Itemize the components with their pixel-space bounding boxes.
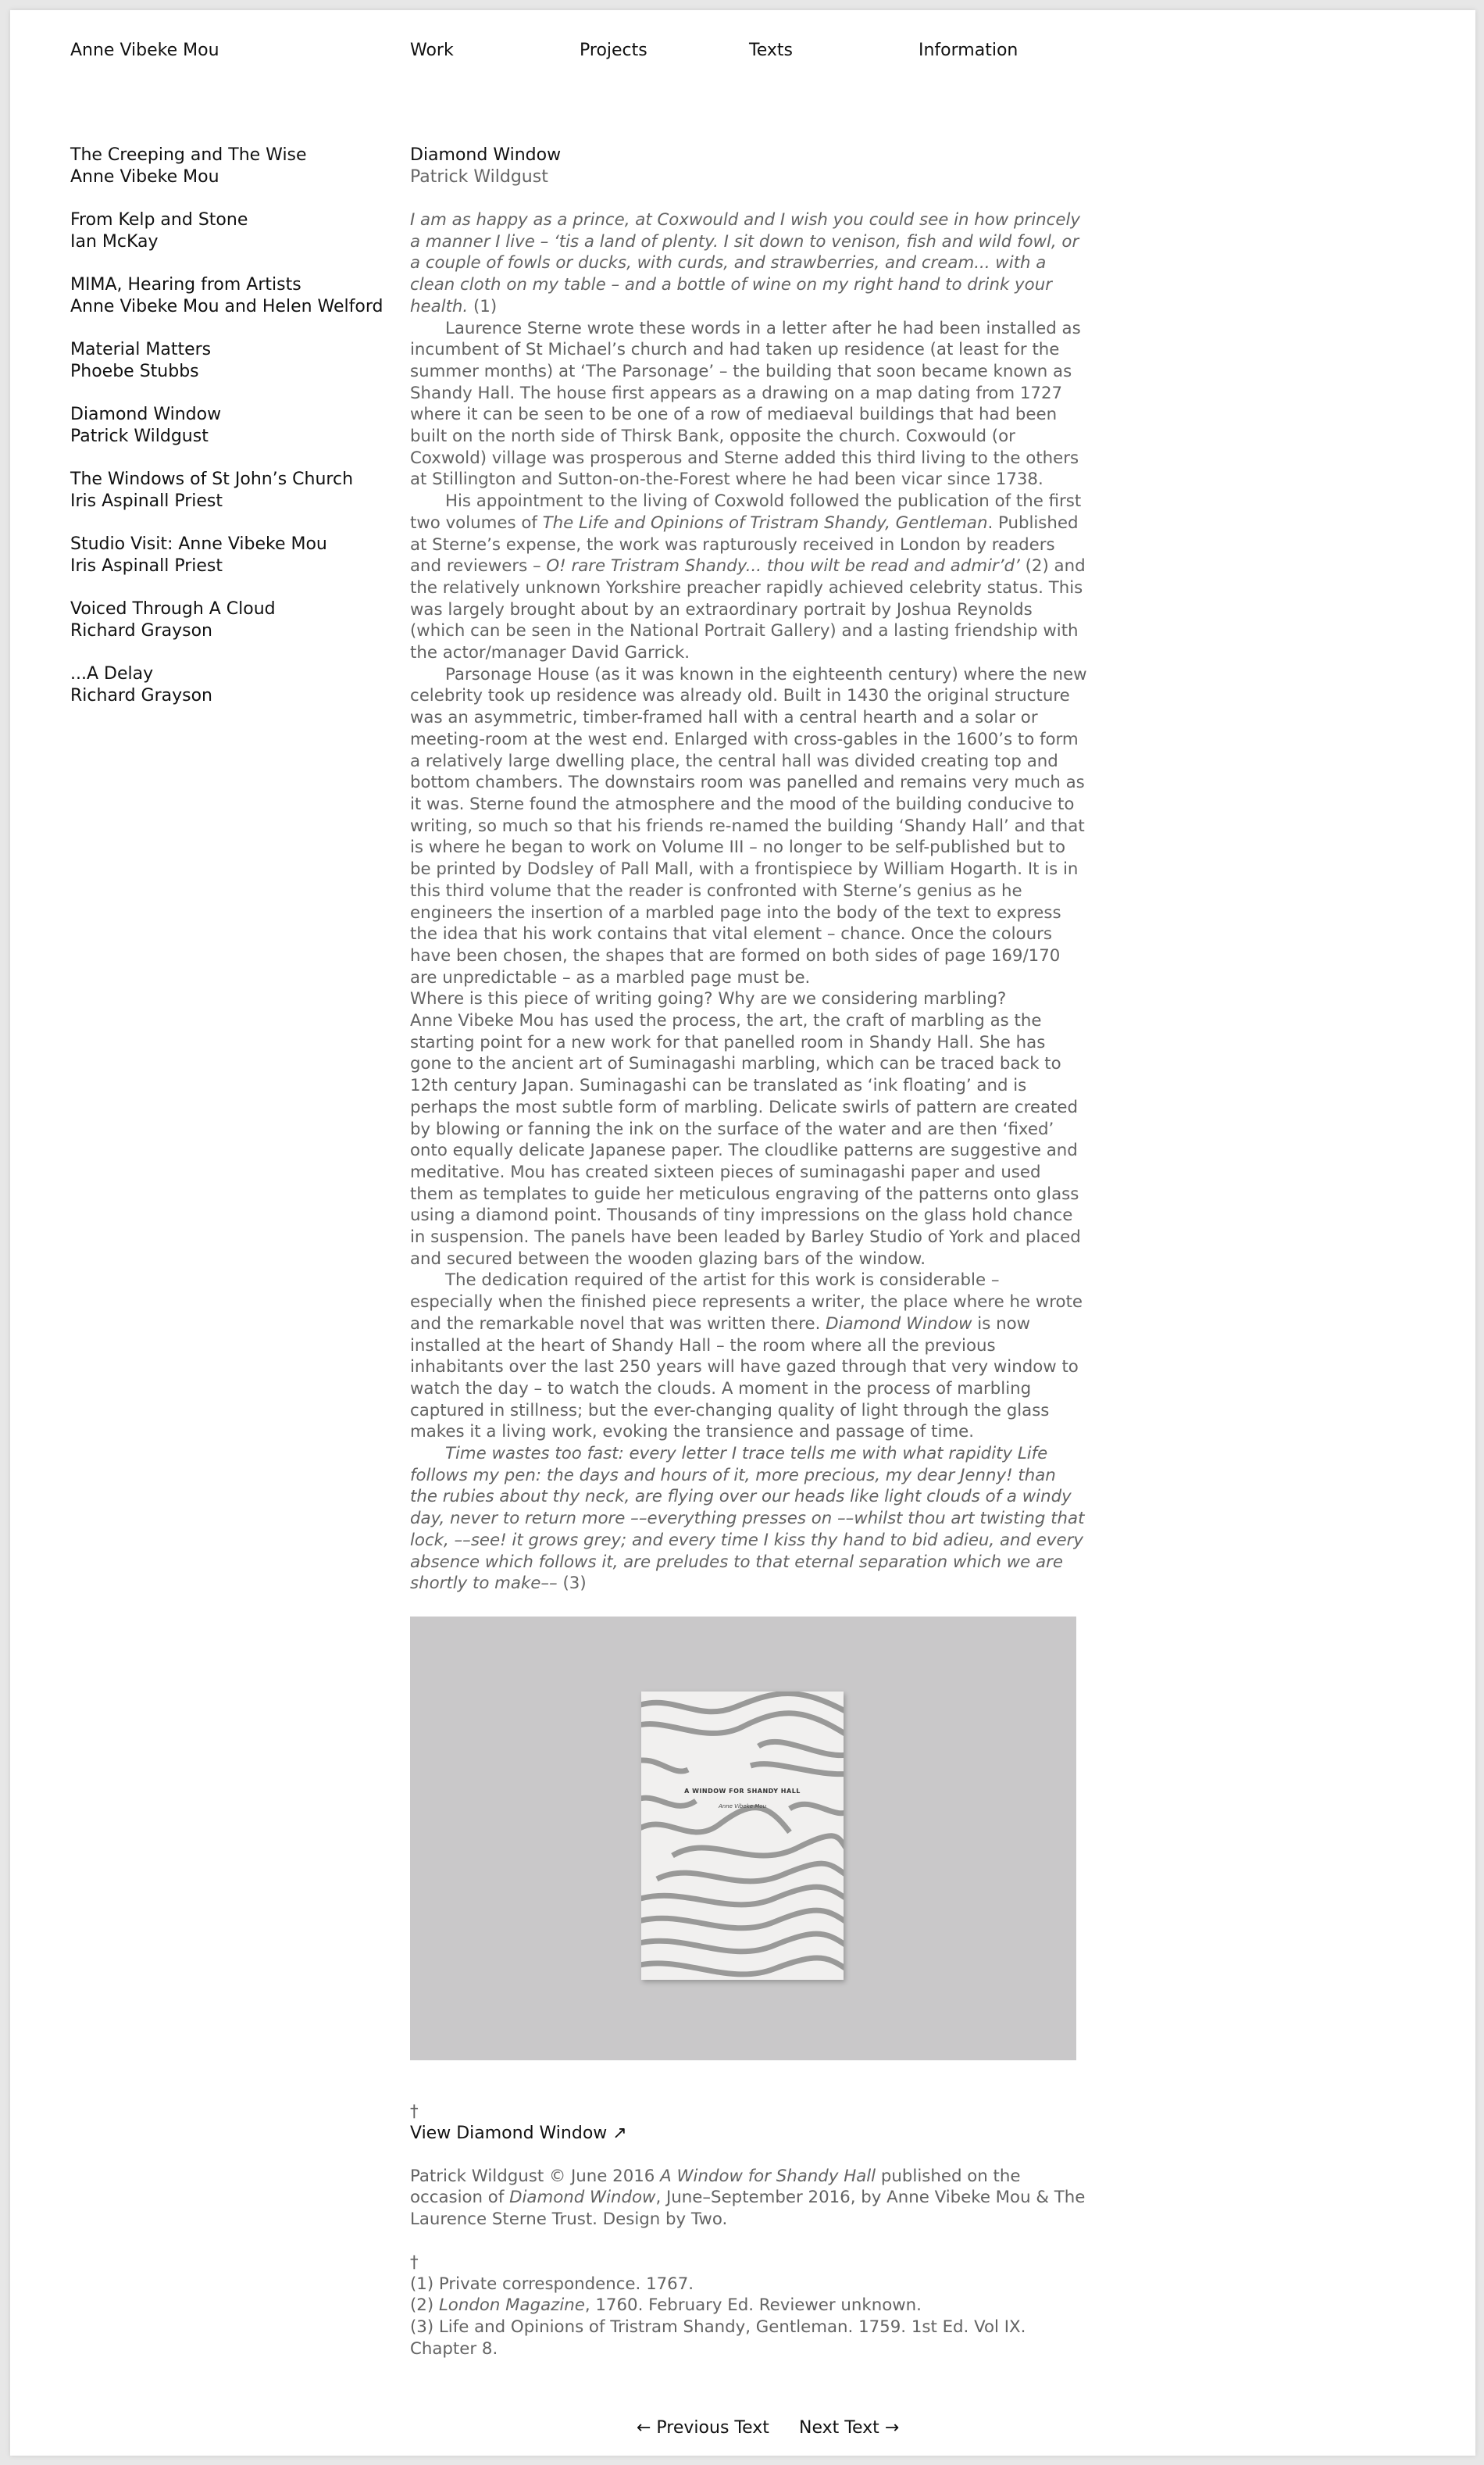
text-segment: (2) bbox=[410, 2295, 439, 2316]
sidebar-entry-author: Ian McKay bbox=[70, 232, 159, 252]
paragraph-7 bbox=[410, 1270, 1087, 1443]
article-body bbox=[410, 209, 1087, 1595]
book-cover-author: Anne Vibeke Mou bbox=[718, 1803, 767, 1809]
paragraph-4: Parsonage House (as it was known in the eighteenth century) where the new celebrity took up residence was already old. Built in 1430 the original structure was an asymmetric, timber-framed hall with a central hearth and a solar or meeting-room at the west end. Enlarged with cross-gables in the 1600’s to form a relatively large dwelling place, the central hall was divided creating top and bottom chambers. The downstairs room was panelled and remains very much as it was. Sterne found the atmosphere and the mood of the building conducive to writing, so much so that his friends re-named the building ‘Shandy Hall’ and that is where he began to work on Volume III – no longer to be self-published but to be printed by Dodsley of Pall Mall, with a frontispiece by William Hogarth. It is in this third volume that the reader is confronted with Sterne’s genius as he engineers the insertion of a marbled page into the body of the text to express the idea that his work contains that vital element – chance. Once the colours have been chosen, the shapes that are formed on both sides of page 169/170 are unpredictable – as a marbled page must be. bbox=[410, 664, 1087, 988]
paragraph-6: Anne Vibeke Mou has used the process, the art, the craft of marbling as the starting point for a new work for that panelled room in Shandy Hall. She has gone to the ancient art of Suminagashi marbling, which can be traced back to 12th century Japan. Suminagashi can be translated as ‘ink floating’ and is perhaps the most subtle form of marbling. Delicate swirls of pattern are created by blowing or fanning the ink on the surface of the water and are then ‘fixed’ onto equally delicate Japanese paper. The cloudlike patterns are suggestive and meditative. Mou has created sixteen pieces of suminagashi paper and used them as templates to guide her meticulous engraving of the patterns onto glass using a diamond point. Thousands of tiny impressions on the glass hold chance in suspension. The panels have been leaded by Barley Studio of York and placed and secured between the wooden glazing bars of the window. bbox=[410, 1011, 1081, 1269]
marbled-pattern bbox=[641, 1692, 844, 1980]
page-frame bbox=[10, 10, 1475, 2456]
text-segment: , June–September 2016, by Anne Vibeke Mou & The Laurence Sterne Trust. Design by Two. bbox=[410, 2188, 1086, 2230]
sidebar-entry-title: Diamond Window bbox=[70, 405, 222, 424]
book-cover-title: A WINDOW FOR SHANDY HALL bbox=[684, 1788, 801, 1795]
sidebar-entry[interactable] bbox=[70, 274, 398, 318]
text-segment: Patrick Wildgust © June 2016 bbox=[410, 2166, 661, 2186]
text-segment: His appointment to the living of Coxwold followed the publication of the first two volumes of bbox=[410, 491, 1082, 533]
sidebar-entry-title: Voiced Through A Cloud bbox=[70, 599, 276, 619]
paragraph-3 bbox=[410, 491, 1087, 664]
sidebar-entry-title: Studio Visit: Anne Vibeke Mou bbox=[70, 534, 327, 554]
dagger-mark: † bbox=[410, 2102, 419, 2121]
sidebar-entry-title: Material Matters bbox=[70, 340, 212, 359]
sidebar-entry[interactable] bbox=[70, 469, 398, 513]
sidebar-entry-author: Iris Aspinall Priest bbox=[70, 556, 223, 576]
sidebar-entry-title: MIMA, Hearing from Artists bbox=[70, 275, 301, 295]
view-diamond-window-link[interactable]: View Diamond Window ↗ bbox=[410, 2123, 627, 2143]
text-pager bbox=[10, 2418, 1475, 2442]
text-segment: is now installed at the heart of Shandy Hall – the room where all the previous inhabitants over the last 250 years will have gazed through that very window to watch the day – to watch the clouds. A moment in the process of marbling captured in stillness; but the ever-changing quality of light through the glass makes it a living work, evoking the transience and passage of time. bbox=[410, 1313, 1079, 1442]
site-brand-link[interactable]: Anne Vibeke Mou bbox=[70, 41, 219, 60]
sidebar-entry-author: Richard Grayson bbox=[70, 621, 212, 641]
footnote-ref: (3) bbox=[557, 1574, 587, 1594]
text-segment: . Published at Sterne’s expense, the work was rapturously received in London by readers and reviewers – bbox=[410, 513, 1079, 577]
sidebar-entry[interactable] bbox=[70, 598, 398, 642]
footnote-1: (1) Private correspondence. 1767. bbox=[410, 2274, 694, 2294]
sidebar-entry[interactable] bbox=[70, 145, 398, 188]
sidebar-entry-author: Anne Vibeke Mou and Helen Welford bbox=[70, 297, 383, 316]
sidebar-entry-title: From Kelp and Stone bbox=[70, 210, 248, 230]
sidebar-entry-author: Iris Aspinall Priest bbox=[70, 491, 223, 511]
texts-sidebar bbox=[70, 145, 398, 728]
paragraph-2: Laurence Sterne wrote these words in a letter after he had been installed as incumbent of St Michael’s church and had taken up residence (at least for the summer months) at ‘The Parsonage’ – the building that soon became known as Shandy Hall. The house first appears as a drawing on a map dating from 1727 where it can be seen to be one of a row of mediaeval buildings that had been built on the north side of Thirsk Bank, opposite the church. Coxwould (or Coxwold) village was prosperous and Sterne added this third living to the others at Stillington and Sutton-on-the-Forest where he had been vicar since 1738. bbox=[410, 318, 1081, 490]
paragraph-5: Where is this piece of writing going? Why are we considering marbling? bbox=[410, 989, 1007, 1009]
footnote-3: (3) Life and Opinions of Tristram Shandy, Gentleman. 1759. 1st Ed. Vol IX. Chapter 8. bbox=[410, 2317, 1026, 2359]
text-segment: published on the occasion of bbox=[410, 2166, 1021, 2208]
quote: I am as happy as a prince, at Coxwould and I wish you could see in how princely a manner I live – ‘tis a land of plenty. I sit down to venison, fish and wild fowl, or a couple of fowls or ducks, with curds, and strawberries, and cream... with a clean cloth on my table – and a bottle of wine on my right hand to drink your health. bbox=[410, 210, 1081, 316]
work-title: Diamond Window bbox=[826, 1313, 972, 1334]
sidebar-entry[interactable] bbox=[70, 209, 398, 253]
sidebar-entry[interactable] bbox=[70, 339, 398, 383]
book-title: The Life and Opinions of Tristram Shandy, Gentleman bbox=[542, 513, 988, 533]
quote: O! rare Tristram Shandy... thou wilt be read and admir’d’ bbox=[546, 556, 1020, 577]
sidebar-entry-author: Richard Grayson bbox=[70, 686, 212, 706]
next-text-link[interactable]: Next Text → bbox=[799, 2418, 900, 2438]
text-segment: , 1760. February Ed. Reviewer unknown. bbox=[584, 2295, 922, 2316]
footnotes bbox=[410, 2252, 1087, 2360]
magazine-title: London Magazine bbox=[438, 2295, 585, 2316]
article-author: Patrick Wildgust bbox=[410, 167, 548, 187]
sidebar-entry[interactable] bbox=[70, 663, 398, 707]
top-navigation bbox=[10, 41, 1475, 69]
previous-text-link[interactable]: ← Previous Text bbox=[637, 2418, 769, 2438]
publication-credits bbox=[410, 2166, 1087, 2231]
article-title: Diamond Window bbox=[410, 145, 562, 165]
footnote-2 bbox=[410, 2295, 1087, 2317]
work-title: Diamond Window bbox=[509, 2188, 656, 2208]
quote: Time wastes too fast: every letter I trace tells me with what rapidity Life follows my pen: the days and hours of it, more precious, my dear Jenny! than the rubies about thy neck, are flying over our heads like light clouds of a windy day, never to return more ––everything presses on ––whilst thou art twisting that lock, ––see! it grows grey; and every time I kiss thy hand to bid adieu, and every absence which follows it, are preludes to that eternal separation which we are shortly to make–– bbox=[410, 1444, 1085, 1594]
sidebar-entry-author: Phoebe Stubbs bbox=[70, 362, 199, 381]
nav-work[interactable]: Work bbox=[410, 41, 454, 60]
article-notes bbox=[410, 2101, 1087, 2360]
sidebar-entry-title: The Creeping and The Wise bbox=[70, 145, 307, 165]
sidebar-entry-author: Anne Vibeke Mou bbox=[70, 167, 219, 187]
text-segment: The dedication required of the artist for this work is considerable – especially when the finished piece represents a writer, the place where he wrote and the remarkable novel that was written there. bbox=[410, 1270, 1083, 1334]
nav-texts[interactable]: Texts bbox=[749, 41, 793, 60]
sidebar-entry-title: The Windows of St John’s Church bbox=[70, 470, 354, 489]
nav-projects[interactable]: Projects bbox=[580, 41, 647, 60]
paragraph-1 bbox=[410, 209, 1087, 318]
publication-image bbox=[410, 1617, 1076, 2060]
paragraph-8 bbox=[410, 1443, 1087, 1595]
book-title: A Window for Shandy Hall bbox=[660, 2166, 876, 2186]
book-cover bbox=[641, 1692, 844, 1980]
footnote-ref: (1) bbox=[468, 296, 498, 316]
text-segment: (2) and the relatively unknown Yorkshire preacher rapidly achieved celebrity status. This was largely brought about by an extraordinary portrait by Joshua Reynolds (which can be seen in the National Portrait Gallery) and a lasting friendship with the actor/manager David Garrick. bbox=[410, 556, 1086, 663]
sidebar-entry[interactable] bbox=[70, 534, 398, 577]
dagger-mark: † bbox=[410, 2252, 419, 2272]
sidebar-entry-active[interactable] bbox=[70, 404, 398, 448]
sidebar-entry-title: ...A Delay bbox=[70, 664, 154, 684]
nav-information[interactable]: Information bbox=[919, 41, 1018, 60]
article bbox=[410, 145, 1087, 2360]
sidebar-entry-author: Patrick Wildgust bbox=[70, 427, 209, 446]
